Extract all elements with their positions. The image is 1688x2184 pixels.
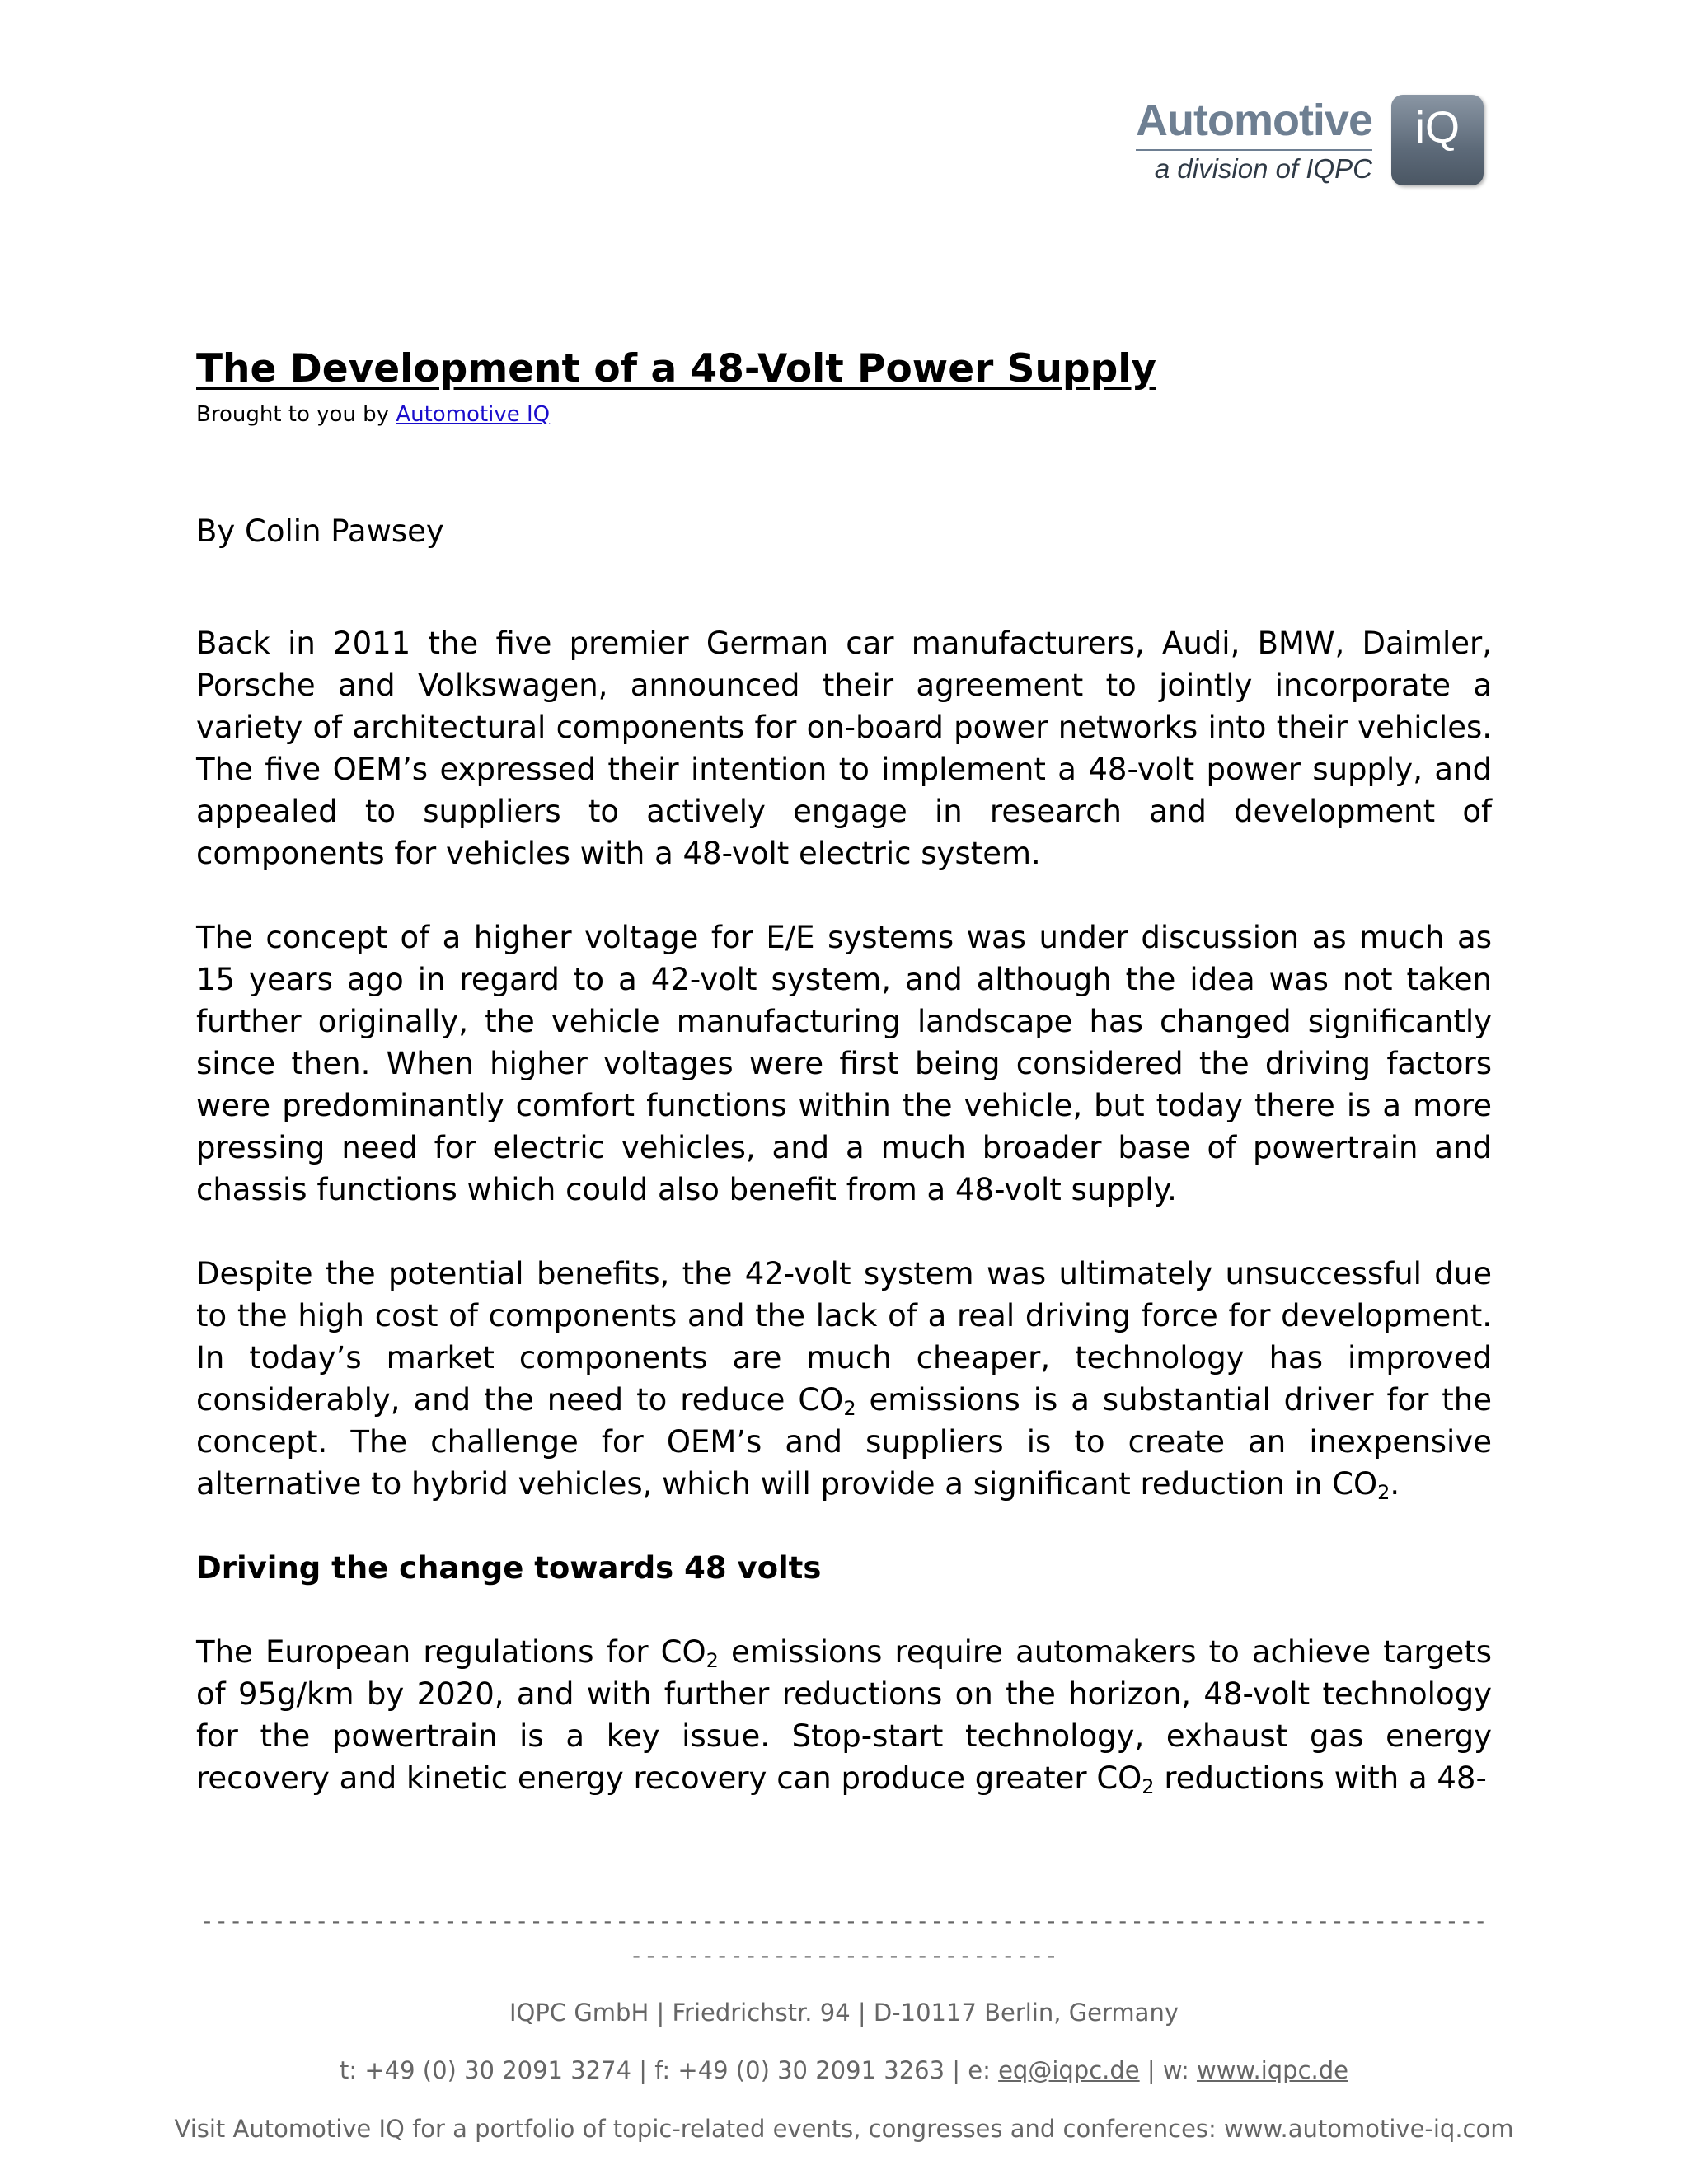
footer-address: IQPC GmbH | Friedrichstr. 94 | D-10117 Berlin, Germany: [509, 1999, 1179, 2027]
author-byline: By Colin Pawsey: [196, 513, 444, 549]
automotive-iq-link[interactable]: Automotive IQ: [396, 402, 551, 427]
p4-text-c: reductions with a 48-: [1154, 1760, 1487, 1796]
logo-tagline: a division of IQPC: [1154, 153, 1372, 184]
iq-badge-icon: iQ: [1391, 95, 1484, 185]
web-prefix: | w:: [1146, 2056, 1189, 2084]
paragraph-3: [196, 1253, 1492, 1505]
footer-contact: [0, 2054, 1688, 2087]
contact-prefix: t: +49 (0) 30 2091 3274 | f: +49 (0) 30 2091 3263 | e:: [340, 2056, 991, 2084]
co2-subscript: 2: [843, 1397, 856, 1420]
p3-text-c: .: [1390, 1466, 1400, 1502]
p4-text-b: emissions require automakers to achieve targets of 95g/km by 2020, and with further reductions on the horizon, 48-volt technology for the powertrain is a key issue. Stop-start technology, exhaust gas energy recovery and kinetic energy recovery can produce greater CO: [196, 1634, 1492, 1796]
paragraph-1: Back in 2011 the five premier German car manufacturers, Audi, BMW, Daimler, Porsche and Volkswagen, announced their agreement to jointly incorporate a variety of architectural components for on-board power networks into their vehicles. The five OEM’s expressed their intention to implement a 48-volt power supply, and appealed to suppliers to actively engage in research and development of components for vehicles with a 48-volt electric system.: [196, 626, 1492, 871]
logo-wordmark: Automotive: [1136, 96, 1372, 151]
page-title: The Development of a 48-Volt Power Supply: [196, 346, 1156, 391]
co2-subscript: 2: [1377, 1481, 1390, 1504]
p3-text-a: Despite the potential benefits, the 42-volt system was ultimately unsuccessful due to the high cost of components and the lack of a real driving force for development. In today’s market components are much cheaper, technology has improved considerably, and the need to reduce CO: [196, 1256, 1492, 1418]
brought-by-prefix: Brought to you by: [196, 402, 390, 427]
paragraph-4: [196, 1631, 1492, 1799]
footer-portfolio: Visit Automotive IQ for a portfolio of topic-related events, congresses and conferences: www.automotive-iq.com: [174, 2115, 1514, 2143]
paragraph-2: The concept of a higher voltage for E/E systems was under discussion as much as 15 years ago in regard to a 42-volt system, and although the idea was not taken further originally, the vehicle manufacturing landscape has changed significantly since then. When higher voltages were first being considered the driving factors were predominantly comfort functions within the vehicle, but today there is a more pressing need for electric vehicles, and a much broader base of powertrain and chassis functions which could also benefit from a 48-volt supply.: [196, 920, 1492, 1207]
p3-text-b: emissions is a substantial driver for the concept. The challenge for OEM’s and suppliers is to create an inexpensive alternative to hybrid vehicles, which will provide a significant reduction in CO: [196, 1382, 1493, 1502]
co2-subscript: 2: [1142, 1775, 1155, 1798]
logo-text: [1136, 96, 1372, 185]
email-link[interactable]: eq@iqpc.de: [998, 2056, 1140, 2084]
p4-text-a: The European regulations for CO: [196, 1634, 706, 1670]
website-link[interactable]: www.iqpc.de: [1196, 2056, 1348, 2084]
article-body: [196, 622, 1492, 1841]
section-heading: Driving the change towards 48 volts: [196, 1550, 822, 1586]
automotive-iq-logo: [1136, 95, 1484, 190]
brought-to-you-by: [196, 401, 550, 429]
footer-divider: ------------------------------------------------------------------------------------------------------------------------: [199, 1907, 1489, 1969]
co2-subscript: 2: [706, 1649, 719, 1672]
